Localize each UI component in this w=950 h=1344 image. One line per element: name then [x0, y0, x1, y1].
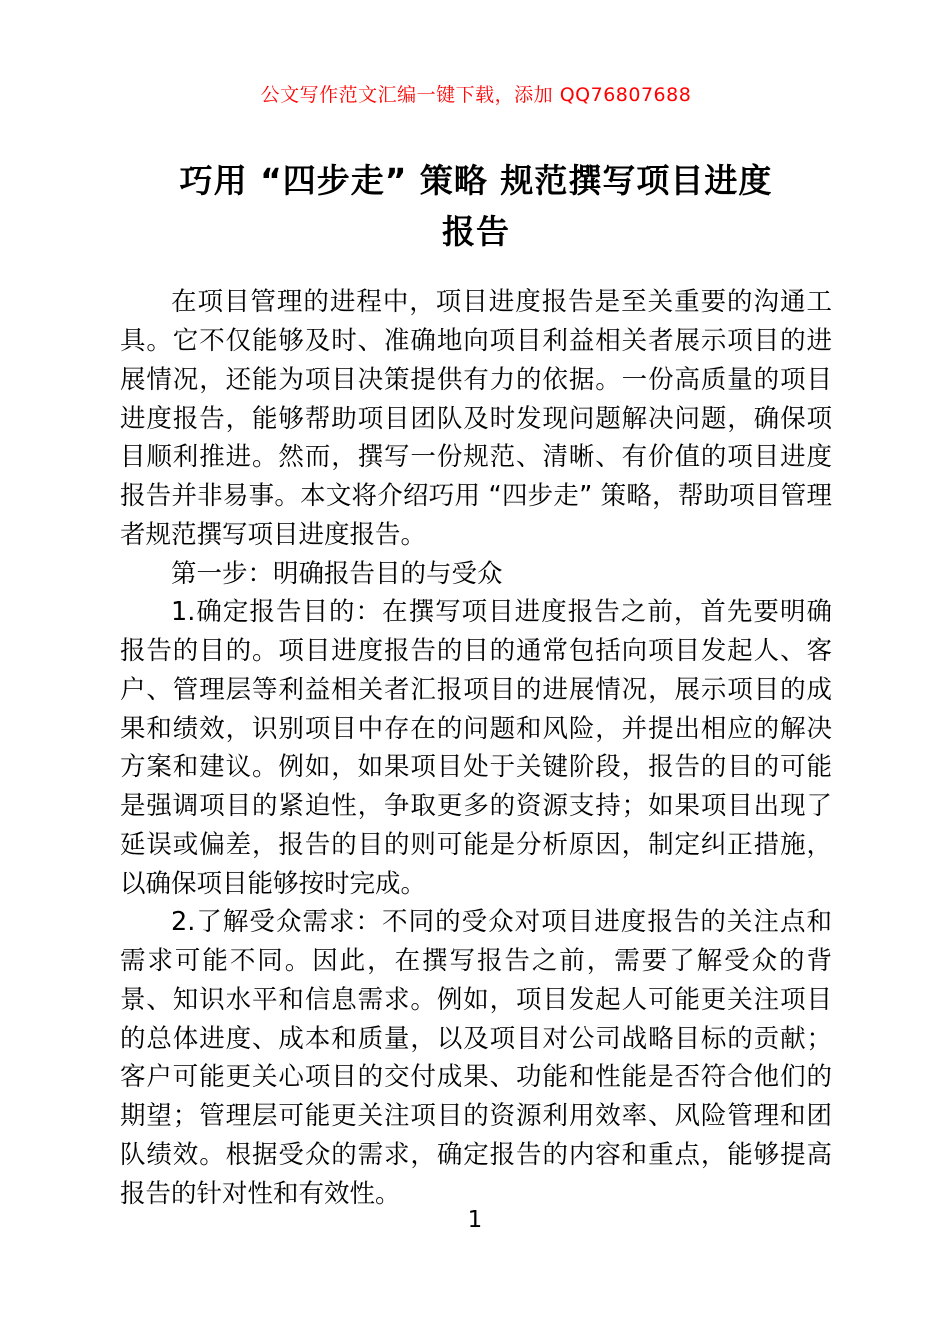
document-body [120, 283, 832, 1213]
page-title-line-2: 报告 [442, 212, 510, 252]
paragraph-intro: 在项目管理的进程中，项目进度报告是至关重要的沟通工具。它不仅能够及时、准确地向项目利益相关者展示项目的进展情况，还能为项目决策提供有力的依据。一份高质量的项目进度报告，能够帮助项目团队及时发现问题解决问题，确保项目顺利推进。然而，撰写一份规范、清晰、有价值的项目进度报告并非易事。本文将介绍巧用 “四步走” 策略，帮助项目管理者规范撰写项目进度报告。 [120, 287, 832, 550]
page-number: 1 [467, 1207, 483, 1233]
page-title-line-1: 巧用 “四步走” 策略 规范撰写项目进度 [179, 161, 773, 200]
paragraph-purpose: 1.确定报告目的：在撰写项目进度报告之前，首先要明确报告的目的。项目进度报告的目的通常包括向项目发起人、客户、管理层等利益相关者汇报项目的进展情况，展示项目的成果和绩效，识别项目中存在的问题和风险，并提出相应的解决方案和建议。例如，如果项目处于关键阶段，报告的目的可能是强调项目的紧迫性，争取更多的资源支持；如果项目出现了延误或偏差，报告的目的则可能是分析原因，制定纠正措施，以确保项目能够按时完成。 [120, 597, 832, 899]
advertisement-banner: 公文写作范文汇编一键下载，添加 QQ76807688 [260, 84, 692, 106]
paragraph-step-one-heading: 第一步：明确报告目的与受众 [171, 558, 503, 589]
document-content [120, 0, 832, 1213]
paragraph-audience: 2.了解受众需求：不同的受众对项目进度报告的关注点和需求可能不同。因此，在撰写报告之前，需要了解受众的背景、知识水平和信息需求。例如，项目发起人可能更关注项目的总体进度、成本和质量，以及项目对公司战略目标的贡献；客户可能更关心项目的交付成果、功能和性能是否符合他们的期望；管理层可能更关注项目的资源利用效率、风险管理和团队绩效。根据受众的需求，确定报告的内容和重点，能够提高报告的针对性和有效性。 [120, 907, 832, 1209]
page-title [120, 155, 832, 257]
